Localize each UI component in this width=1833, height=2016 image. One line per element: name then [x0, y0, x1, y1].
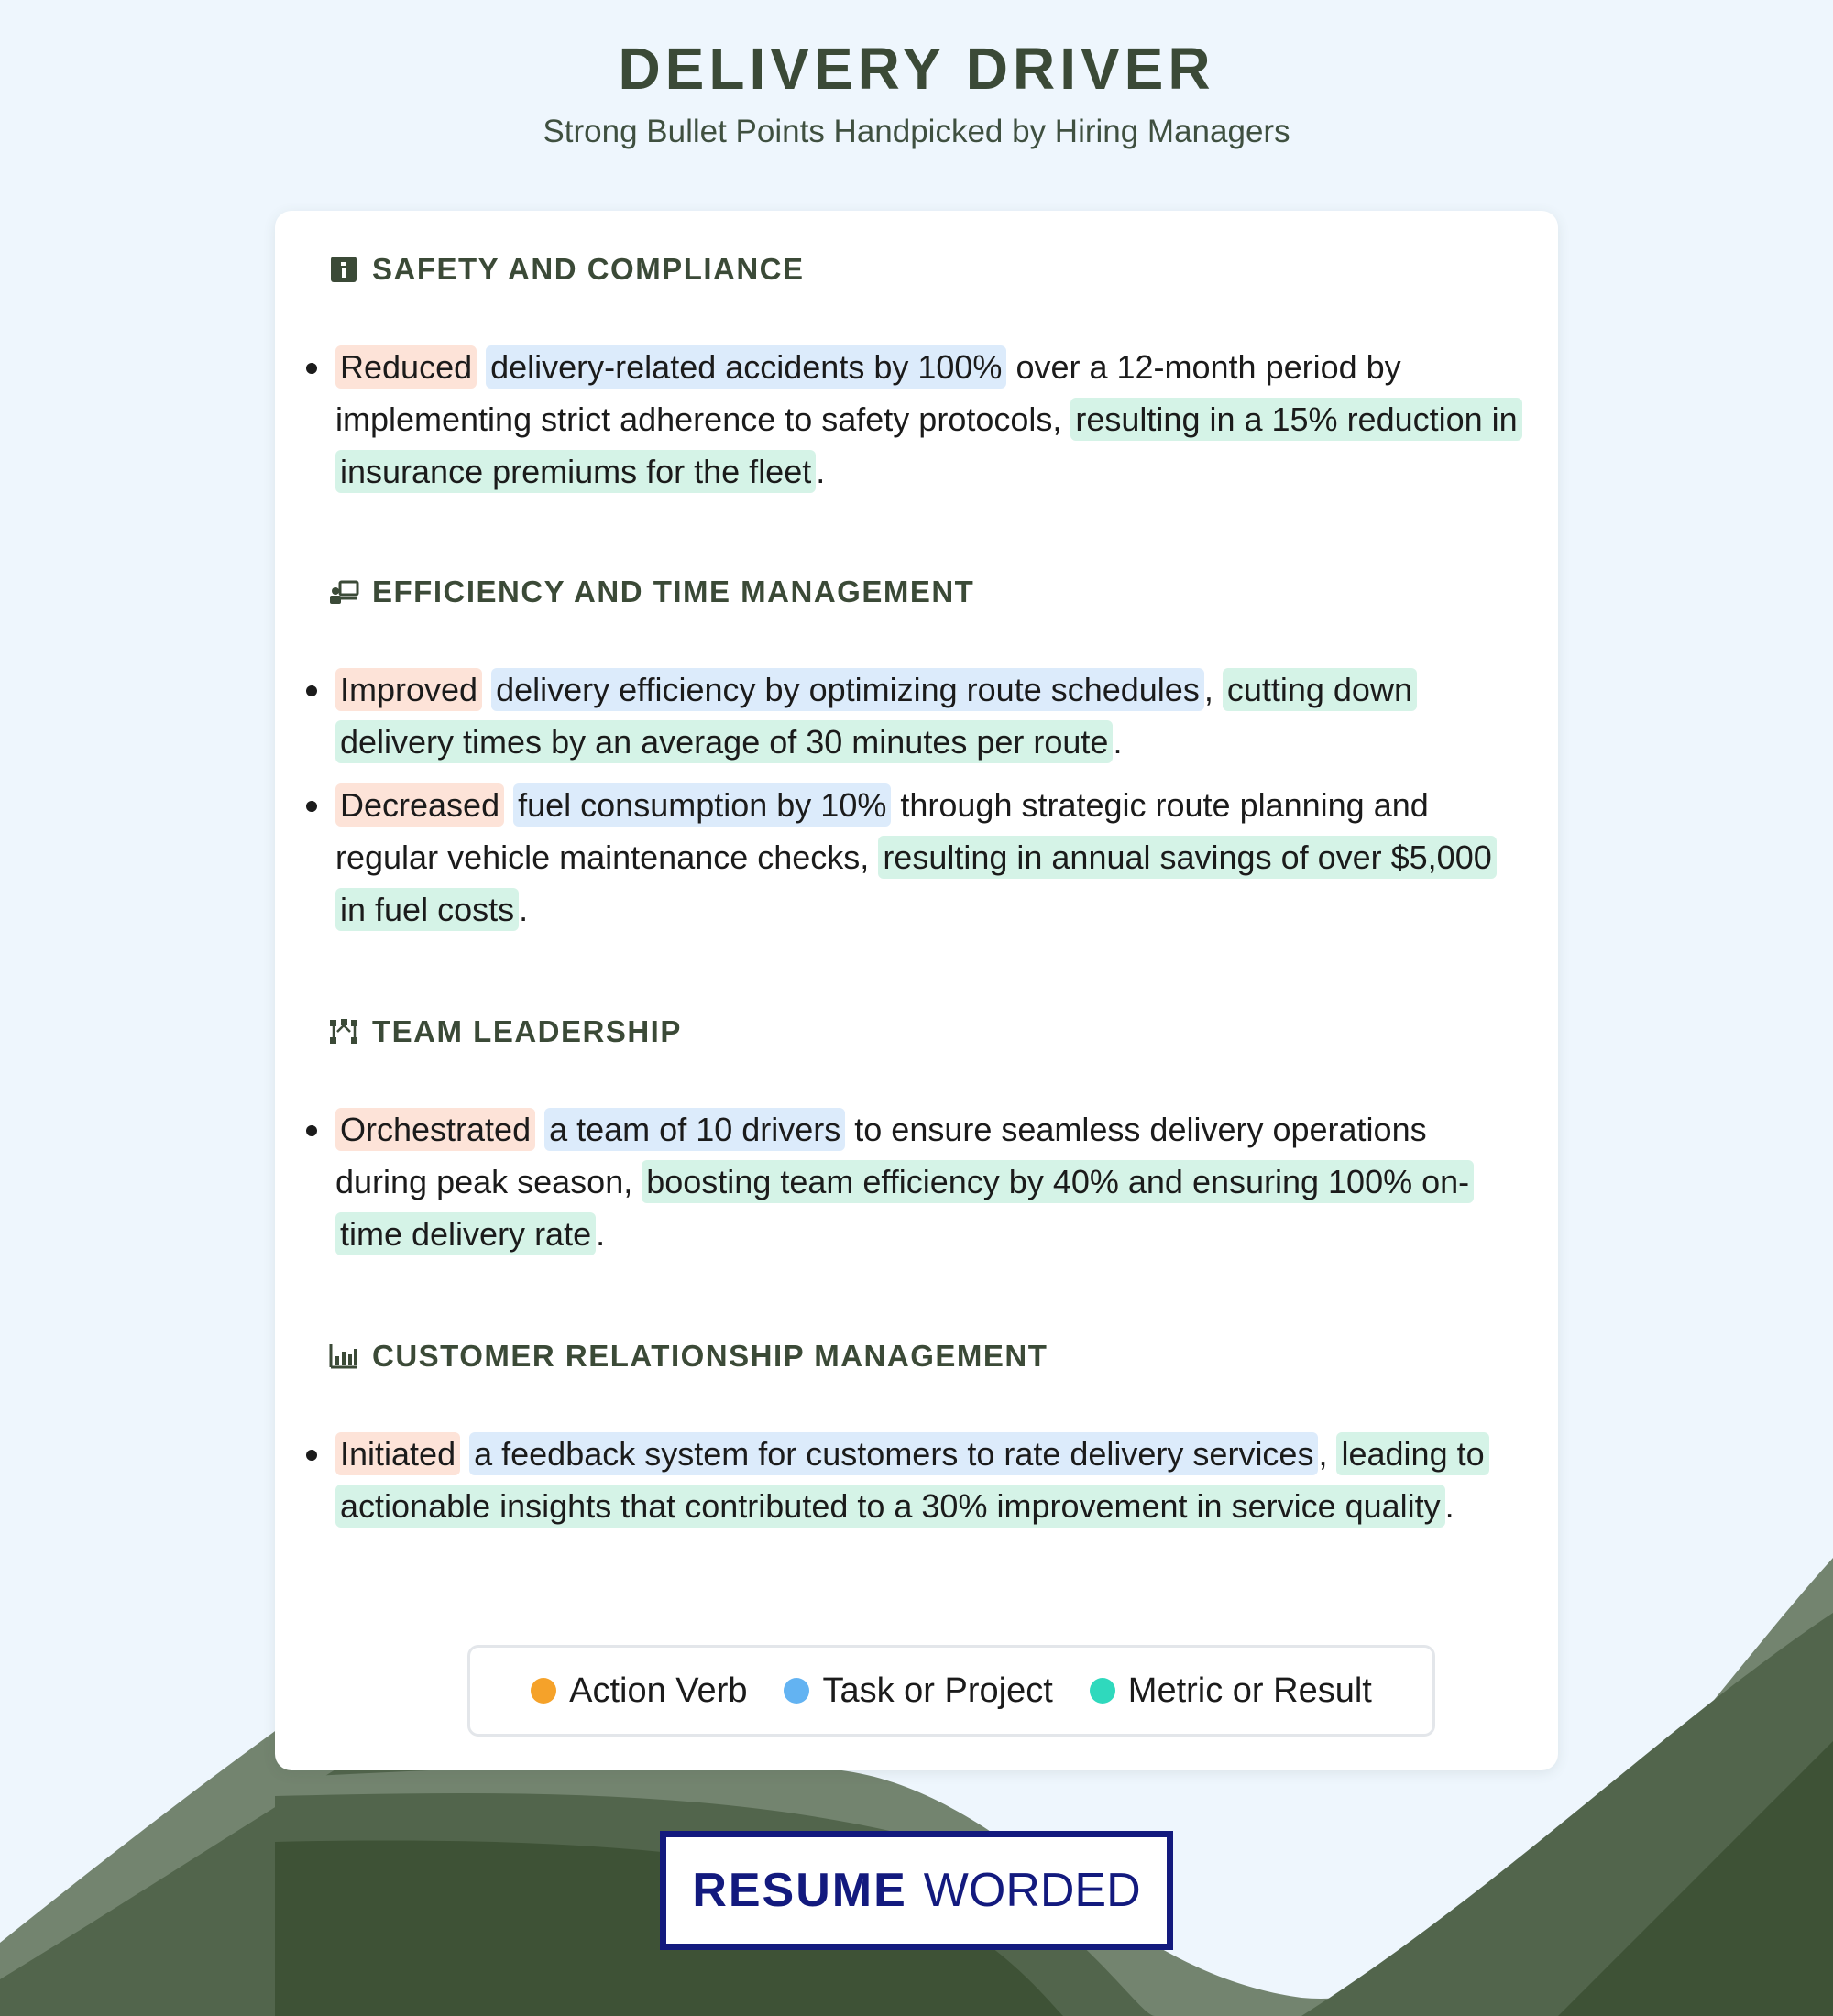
plain-text: . [816, 453, 826, 490]
plain-text [482, 671, 491, 708]
section-title: TEAM LEADERSHIP [372, 1014, 682, 1048]
section-title: CUSTOMER RELATIONSHIP MANAGEMENT [372, 1339, 1048, 1373]
bullet-item [335, 779, 1518, 936]
section-header [328, 1012, 682, 1052]
plain-text: , [1318, 1435, 1337, 1473]
plain-text: through strategic route planning and regular vehicle maintenance checks, [335, 786, 1429, 876]
legend-dot [1090, 1678, 1115, 1704]
metric-or-result: cutting down delivery times by an average of 30 minutes per route [335, 668, 1417, 763]
action-verb: Reduced [335, 345, 477, 389]
plain-text: . [1444, 1487, 1454, 1525]
plain-text: over a 12-month period by implementing strict adherence to safety protocols, [335, 348, 1401, 438]
action-verb: Improved [335, 668, 482, 711]
page-subtitle: Strong Bullet Points Handpicked by Hiring Managers [543, 114, 1290, 149]
page-title: DELIVERY DRIVER [618, 36, 1215, 102]
legend-label: Action Verb [569, 1671, 748, 1710]
section-header [328, 1336, 1048, 1376]
plain-text: , [1203, 671, 1223, 708]
section-header [328, 572, 974, 612]
bullet-points-card [275, 211, 1558, 1770]
badge-icon [328, 254, 359, 285]
plain-text [477, 348, 486, 386]
resume-worded-logo[interactable] [660, 1831, 1173, 1950]
logo-light-text: WORDED [923, 1864, 1141, 1917]
metric-or-result: leading to actionable insights that contributed to a 30% improvement in service quality [335, 1432, 1489, 1528]
legend-dot [784, 1678, 809, 1704]
section-header [328, 249, 805, 290]
plain-text: . [596, 1215, 606, 1253]
section-title: SAFETY AND COMPLIANCE [372, 252, 805, 286]
legend-item-task-or-project [784, 1671, 1052, 1711]
legend-item-metric-or-result [1090, 1671, 1372, 1711]
legend-label: Metric or Result [1127, 1671, 1372, 1710]
metric-or-result: boosting team efficiency by 40% and ensuring 100% on-time delivery rate [335, 1160, 1474, 1255]
action-verb: Decreased [335, 783, 504, 827]
logo-bold-text: RESUME [692, 1864, 907, 1917]
task-or-project: delivery-related accidents by 100% [486, 345, 1006, 389]
task-or-project: delivery efficiency by optimizing route schedules [491, 668, 1204, 711]
plain-text: to ensure seamless delivery operations during peak season, [335, 1111, 1427, 1200]
plain-text [504, 786, 513, 824]
network-icon [328, 1016, 359, 1047]
bullet-item [335, 341, 1518, 498]
bullet-item [335, 1103, 1518, 1260]
legend-item-action-verb [531, 1671, 747, 1711]
section-title: EFFICIENCY AND TIME MANAGEMENT [372, 575, 975, 608]
action-verb: Initiated [335, 1432, 460, 1475]
presentation-icon [328, 576, 359, 608]
plain-text [535, 1111, 544, 1148]
metric-or-result: resulting in a 15% reduction in insurance premiums for the fleet [335, 398, 1522, 493]
legend-label: Task or Project [822, 1671, 1053, 1710]
metric-or-result: resulting in annual savings of over $5,000 in fuel costs [335, 836, 1497, 931]
task-or-project: a feedback system for customers to rate delivery services [469, 1432, 1318, 1475]
plain-text: . [519, 891, 529, 928]
bullet-item [335, 663, 1518, 768]
highlight-legend [467, 1645, 1435, 1737]
task-or-project: fuel consumption by 10% [513, 783, 891, 827]
action-verb: Orchestrated [335, 1108, 535, 1151]
bar-chart-icon [328, 1341, 359, 1372]
legend-dot [531, 1678, 556, 1704]
bullet-item [335, 1428, 1518, 1532]
plain-text [460, 1435, 469, 1473]
plain-text: . [1113, 723, 1123, 761]
task-or-project: a team of 10 drivers [544, 1108, 845, 1151]
